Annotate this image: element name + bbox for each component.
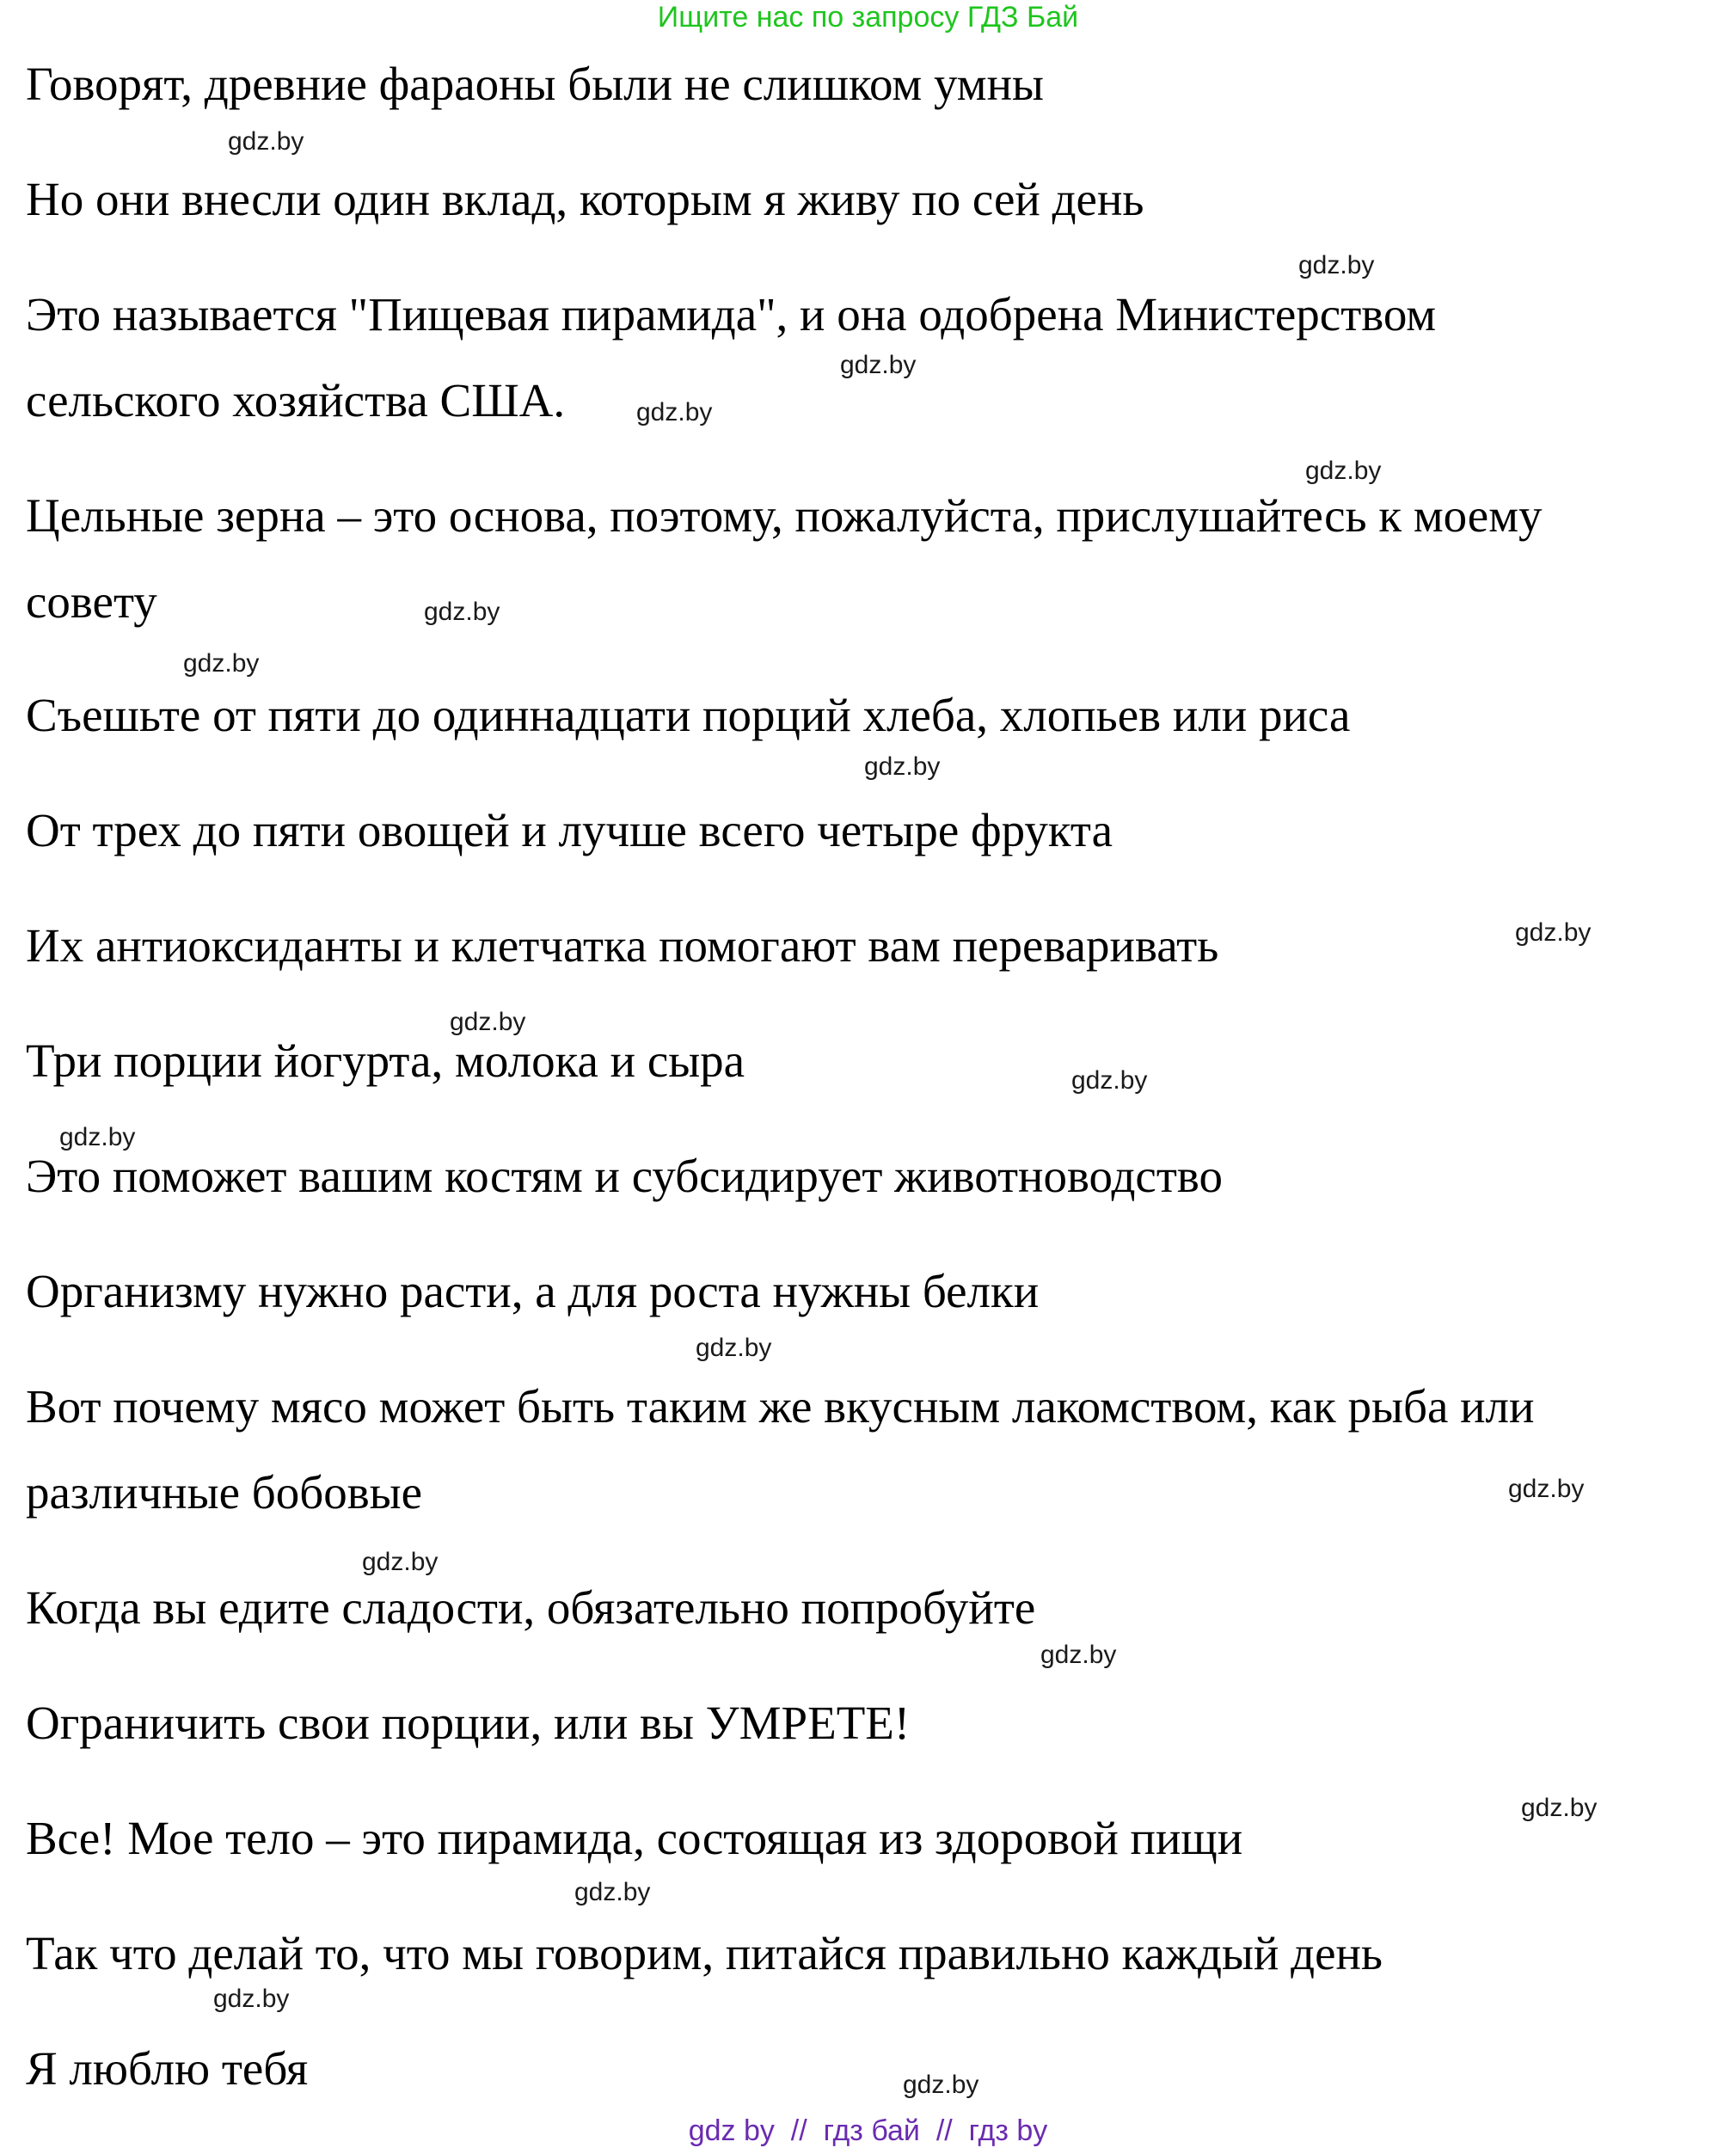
lyric-line-7: Съешьте от пяти до одиннадцати порций хлеба, хлопьев или риса <box>26 689 1351 741</box>
lyric-line-12: Организму нужно расти, а для роста нужны белки <box>26 1265 1040 1317</box>
lyric-line-1: Говорят, древние фараоны были не слишком умны <box>26 58 1044 110</box>
watermark: gdz.by <box>228 127 304 156</box>
watermark: gdz.by <box>213 1985 290 2013</box>
watermark: gdz.by <box>1515 918 1592 947</box>
watermark: gdz.by <box>696 1334 772 1362</box>
lyric-line-2: Но они внесли один вклад, которым я живу по сей день <box>26 173 1144 225</box>
lyric-line-6: совету <box>26 575 157 628</box>
watermark: gdz.by <box>1305 457 1382 485</box>
lyric-line-19: Я люблю тебя <box>26 2042 309 2095</box>
lyric-line-9: Их антиоксиданты и клетчатка помогают вам переваривать <box>26 919 1219 972</box>
watermark: gdz.by <box>362 1548 439 1576</box>
site-banner: Ищите нас по запросу ГДЗ Бай <box>657 1 1079 34</box>
lyric-line-5: Цельные зерна – это основа, поэтому, пожалуйста, прислушайтесь к моему <box>26 489 1543 542</box>
lyric-line-17: Все! Мое тело – это пирамида, состоящая из здоровой пищи <box>26 1812 1243 1864</box>
watermark: gdz.by <box>424 598 500 626</box>
lyric-line-15: Когда вы едите сладости, обязательно попробуйте <box>26 1581 1036 1634</box>
lyric-line-18: Так что делай то, что мы говорим, питайся правильно каждый день <box>26 1927 1383 1979</box>
lyric-line-10: Три порции йогурта, молока и сыра <box>26 1034 745 1087</box>
watermark: gdz.by <box>1071 1066 1148 1095</box>
watermark: gdz.by <box>636 398 713 427</box>
watermark: gdz.by <box>840 351 917 379</box>
lyric-line-14: различные бобовые <box>26 1466 423 1519</box>
lyric-line-13: Вот почему мясо может быть таким же вкусным лакомством, как рыба или <box>26 1380 1535 1433</box>
watermark: gdz.by <box>450 1008 526 1036</box>
watermark: gdz.by <box>903 2071 979 2099</box>
watermark: gdz.by <box>183 649 260 678</box>
site-footer: gdz by // гдз бай // гдз by <box>688 2114 1048 2147</box>
lyric-line-4: сельского хозяйства США. <box>26 374 566 427</box>
lyric-line-11: Это поможет вашим костям и субсидирует животноводство <box>26 1150 1223 1202</box>
watermark: gdz.by <box>1040 1641 1117 1669</box>
lyric-line-16: Ограничить свои порции, или вы УМРЕТЕ! <box>26 1697 911 1749</box>
watermark: gdz.by <box>1298 251 1375 279</box>
watermark: gdz.by <box>59 1123 136 1151</box>
lyric-line-8: От трех до пяти овощей и лучше всего четыре фрукта <box>26 804 1113 856</box>
watermark: gdz.by <box>1508 1475 1585 1503</box>
watermark: gdz.by <box>864 752 941 781</box>
watermark: gdz.by <box>1521 1794 1598 1822</box>
watermark: gdz.by <box>574 1878 651 1906</box>
lyric-line-3: Это называется "Пищевая пирамида", и она одобрена Министерством <box>26 288 1437 341</box>
